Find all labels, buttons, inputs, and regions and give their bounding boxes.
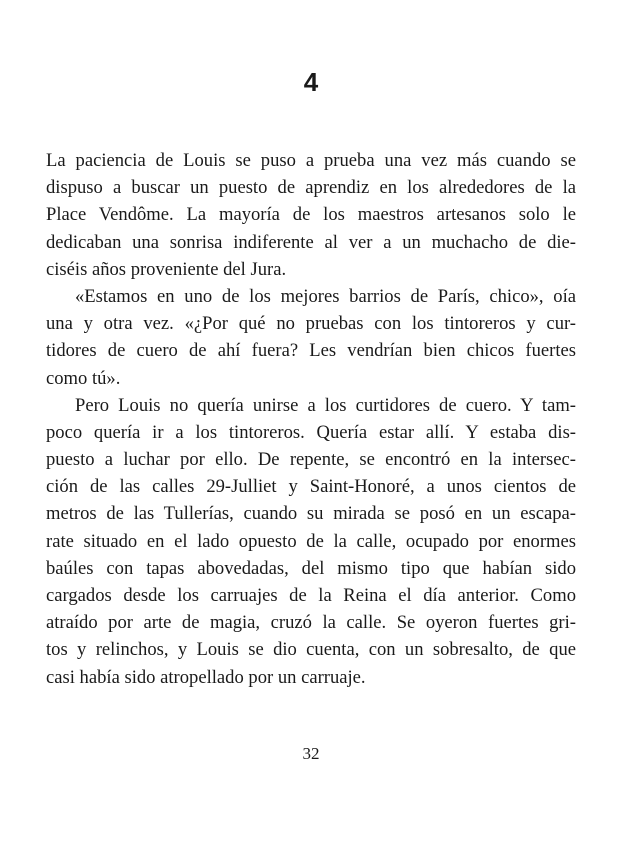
text-line: «Estamos en uno de los mejores barrios de París, chico», oía [75,285,576,307]
text-line: ciséis años proveniente del Jura. [46,258,287,280]
text-line: baúles con tapas abovedadas, del mismo tipo que habían sido [46,557,576,579]
text-line: Pero Louis no quería unirse a los curtidores de cuero. Y tam- [75,394,576,416]
text-line: rate situado en el lado opuesto de la calle, ocupado por enormes [46,530,576,552]
text-line: atraído por arte de magia, cruzó la calle. Se oyeron fuertes gri- [46,612,576,634]
text-line: dedicaban una sonrisa indiferente al ver a un muchacho de die- [46,231,576,253]
text-line: puesto a luchar por ello. De repente, se encontró en la intersec- [46,449,576,471]
body-text [46,147,576,691]
text-line: La paciencia de Louis se puso a prueba una vez más cuando se [46,150,576,171]
text-line: casi había sido atropellado por un carruaje. [46,666,366,688]
text-line: Place Vendôme. La mayoría de los maestros artesanos solo le [46,204,576,226]
text-line: tos y relinchos, y Louis se dio cuenta, con un sobresalto, de que [46,639,576,661]
text-line: dispuso a buscar un puesto de aprendiz en los alrededores de la [46,177,576,199]
text-line: como tú». [46,367,121,389]
text-line: poco quería ir a los tintoreros. Quería estar allí. Y estaba dis- [46,421,576,443]
text-line: una y otra vez. «¿Por qué no pruebas con los tintoreros y cur- [46,313,576,335]
text-line: cargados desde los carruajes de la Reina el día anterior. Como [46,585,576,606]
page-number: 32 [302,744,320,763]
text-line: ción de las calles 29-Julliet y Saint-Honoré, a unos cientos de [46,476,576,498]
chapter-number: 4 [303,67,319,97]
text-line: tidores de cuero de ahí fuera? Les vendrían bien chicos fuertes [46,340,576,362]
text-line: metros de las Tullerías, cuando su mirada se posó en un escapa- [46,503,576,525]
